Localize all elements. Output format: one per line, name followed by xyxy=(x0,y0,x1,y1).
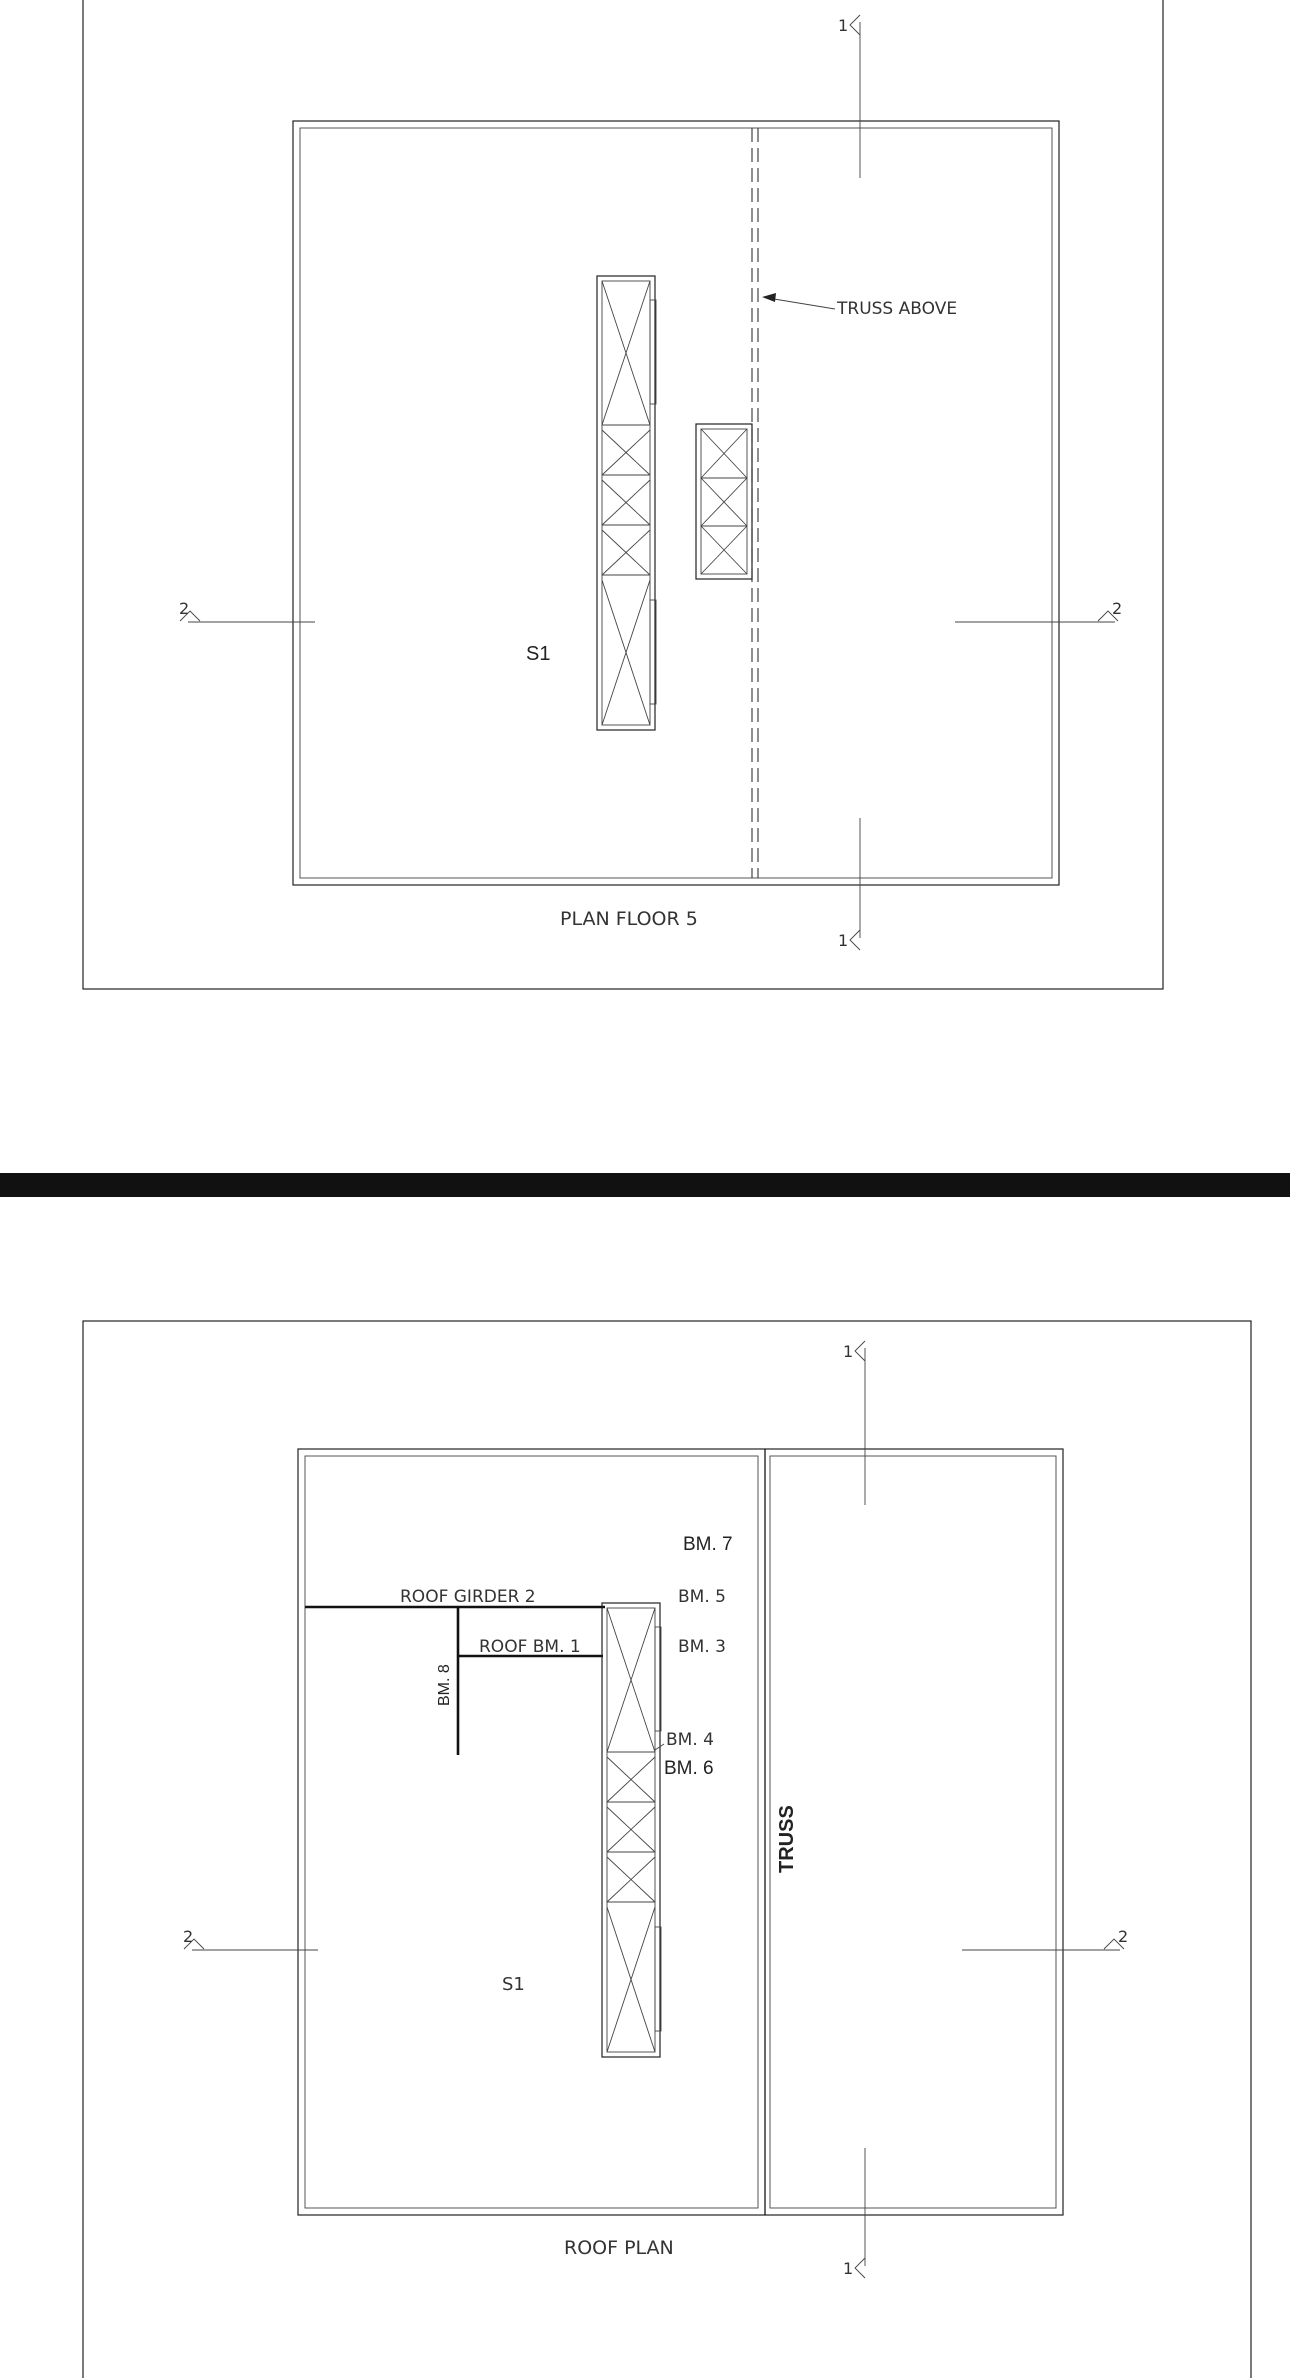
roof-outline-east xyxy=(765,1449,1063,2215)
plan-title: PLAN FLOOR 5 xyxy=(560,908,698,930)
plan-floor-5 xyxy=(83,0,1163,989)
section-cut-2-label-right: 2 xyxy=(1112,599,1123,618)
bm-5-label: BM. 5 xyxy=(678,1587,726,1607)
plan-title: ROOF PLAN xyxy=(564,2237,674,2259)
section-cut-2-label-right: 2 xyxy=(1118,1927,1129,1946)
sheet-frame-floor5 xyxy=(83,0,1163,989)
section-cut-1 xyxy=(850,15,860,950)
building-outline-outer xyxy=(293,121,1059,885)
truss-note-arrowhead xyxy=(762,293,776,302)
section-cut-2 xyxy=(180,611,1118,622)
section-cut-1 xyxy=(855,1341,865,2278)
building-outline-inner xyxy=(300,128,1052,878)
roof-outline-west xyxy=(298,1449,765,2215)
section-cut-1-label-top: 1 xyxy=(838,16,849,35)
bm-7-label: BM. 7 xyxy=(683,1534,733,1555)
truss-above-label: TRUSS ABOVE xyxy=(837,299,958,319)
slab-label-s1: S1 xyxy=(526,643,551,665)
slab-label-s1: S1 xyxy=(502,1974,525,1995)
section-cut-1-label-bottom: 1 xyxy=(843,2259,854,2278)
sheet-frame-roof xyxy=(83,1321,1251,2378)
bm-8-label: BM. 8 xyxy=(436,1664,453,1706)
roof-girder-2-label: ROOF GIRDER 2 xyxy=(400,1587,536,1607)
section-cut-1-label-bottom: 1 xyxy=(838,931,849,950)
section-cut-2-label-left: 2 xyxy=(183,1927,194,1946)
core-opening-roof xyxy=(602,1603,661,2057)
section-cut-1-label-top: 1 xyxy=(843,1342,854,1361)
section-cut-2 xyxy=(184,1939,1124,1950)
truss-note-leader xyxy=(768,298,835,309)
truss-label: TRUSS xyxy=(776,1805,798,1873)
roof-outline-east-inner xyxy=(770,1456,1056,2208)
bm-3-label: BM. 3 xyxy=(678,1637,726,1657)
core-opening-main xyxy=(597,276,656,730)
roof-bm-1-label: ROOF BM. 1 xyxy=(479,1637,581,1657)
section-cut-2-label-left: 2 xyxy=(179,599,190,618)
roof-plan xyxy=(83,1321,1251,2378)
core-opening-secondary xyxy=(696,424,752,579)
roof-outline-west-inner xyxy=(305,1456,758,2208)
bm-6-label: BM. 6 xyxy=(664,1758,714,1779)
divider-band xyxy=(0,1173,1290,1197)
bm-4-label: BM. 4 xyxy=(666,1730,714,1750)
